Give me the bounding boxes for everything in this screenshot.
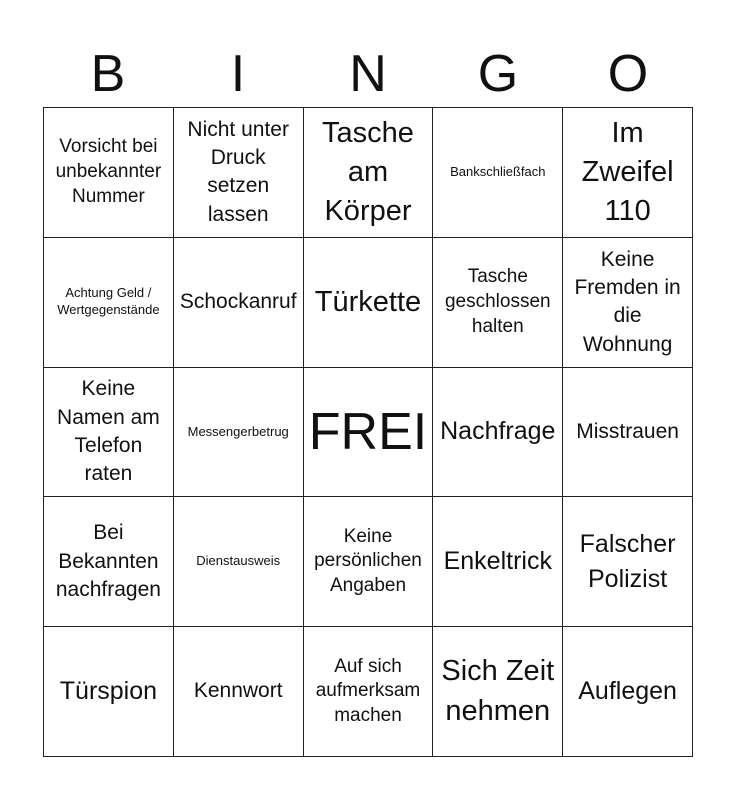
bingo-cell-r4-c1[interactable]: Bei Bekannten nachfragen	[44, 497, 174, 627]
bingo-cell-r5-c3[interactable]: Auf sich aufmerksam machen	[304, 627, 434, 757]
bingo-cell-r2-c2[interactable]: Schockanruf	[174, 238, 304, 368]
header-letter-n: N	[349, 45, 387, 103]
header-letter-o: O	[607, 45, 649, 103]
header-letter-b: B	[90, 45, 126, 103]
bingo-cell-r3-c1[interactable]: Keine Namen am Telefon raten	[44, 368, 174, 498]
bingo-card-grid	[43, 107, 693, 757]
bingo-cell-r5-c4[interactable]: Sich Zeit nehmen	[433, 627, 563, 757]
bingo-cell-r3-c5[interactable]: Misstrauen	[563, 368, 693, 498]
bingo-cell-r2-c4[interactable]: Tasche geschlossen halten	[433, 238, 563, 368]
bingo-cell-r2-c5[interactable]: Keine Fremden in die Wohnung	[563, 238, 693, 368]
bingo-cell-r4-c4[interactable]: Enkeltrick	[433, 497, 563, 627]
bingo-cell-r1-c3[interactable]: Tasche am Körper	[304, 108, 434, 238]
bingo-cell-r1-c4[interactable]: Bankschließfach	[433, 108, 563, 238]
bingo-cell-r2-c1[interactable]: Achtung Geld / Wertgegenstände	[44, 238, 174, 368]
bingo-cell-r4-c3[interactable]: Keine persönlichen Angaben	[304, 497, 434, 627]
bingo-cell-r3-c4[interactable]: Nachfrage	[433, 368, 563, 498]
bingo-cell-r1-c5[interactable]: Im Zweifel 110	[563, 108, 693, 238]
bingo-cell-r3-c2[interactable]: Messengerbetrug	[174, 368, 304, 498]
header-letter-g: G	[477, 45, 519, 103]
bingo-cell-r4-c2[interactable]: Dienstausweis	[174, 497, 304, 627]
bingo-cell-r5-c5[interactable]: Auflegen	[563, 627, 693, 757]
bingo-cell-r1-c2[interactable]: Nicht unter Druck setzen lassen	[174, 108, 304, 238]
bingo-free-space[interactable]: FREI	[304, 368, 434, 498]
header-letter-i: I	[230, 45, 246, 103]
bingo-cell-r4-c5[interactable]: Falscher Polizist	[563, 497, 693, 627]
bingo-header	[43, 40, 693, 108]
bingo-cell-r2-c3[interactable]: Türkette	[304, 238, 434, 368]
bingo-cell-r1-c1[interactable]: Vorsicht bei unbekannter Nummer	[44, 108, 174, 238]
bingo-cell-r5-c2[interactable]: Kennwort	[174, 627, 304, 757]
bingo-cell-r5-c1[interactable]: Türspion	[44, 627, 174, 757]
